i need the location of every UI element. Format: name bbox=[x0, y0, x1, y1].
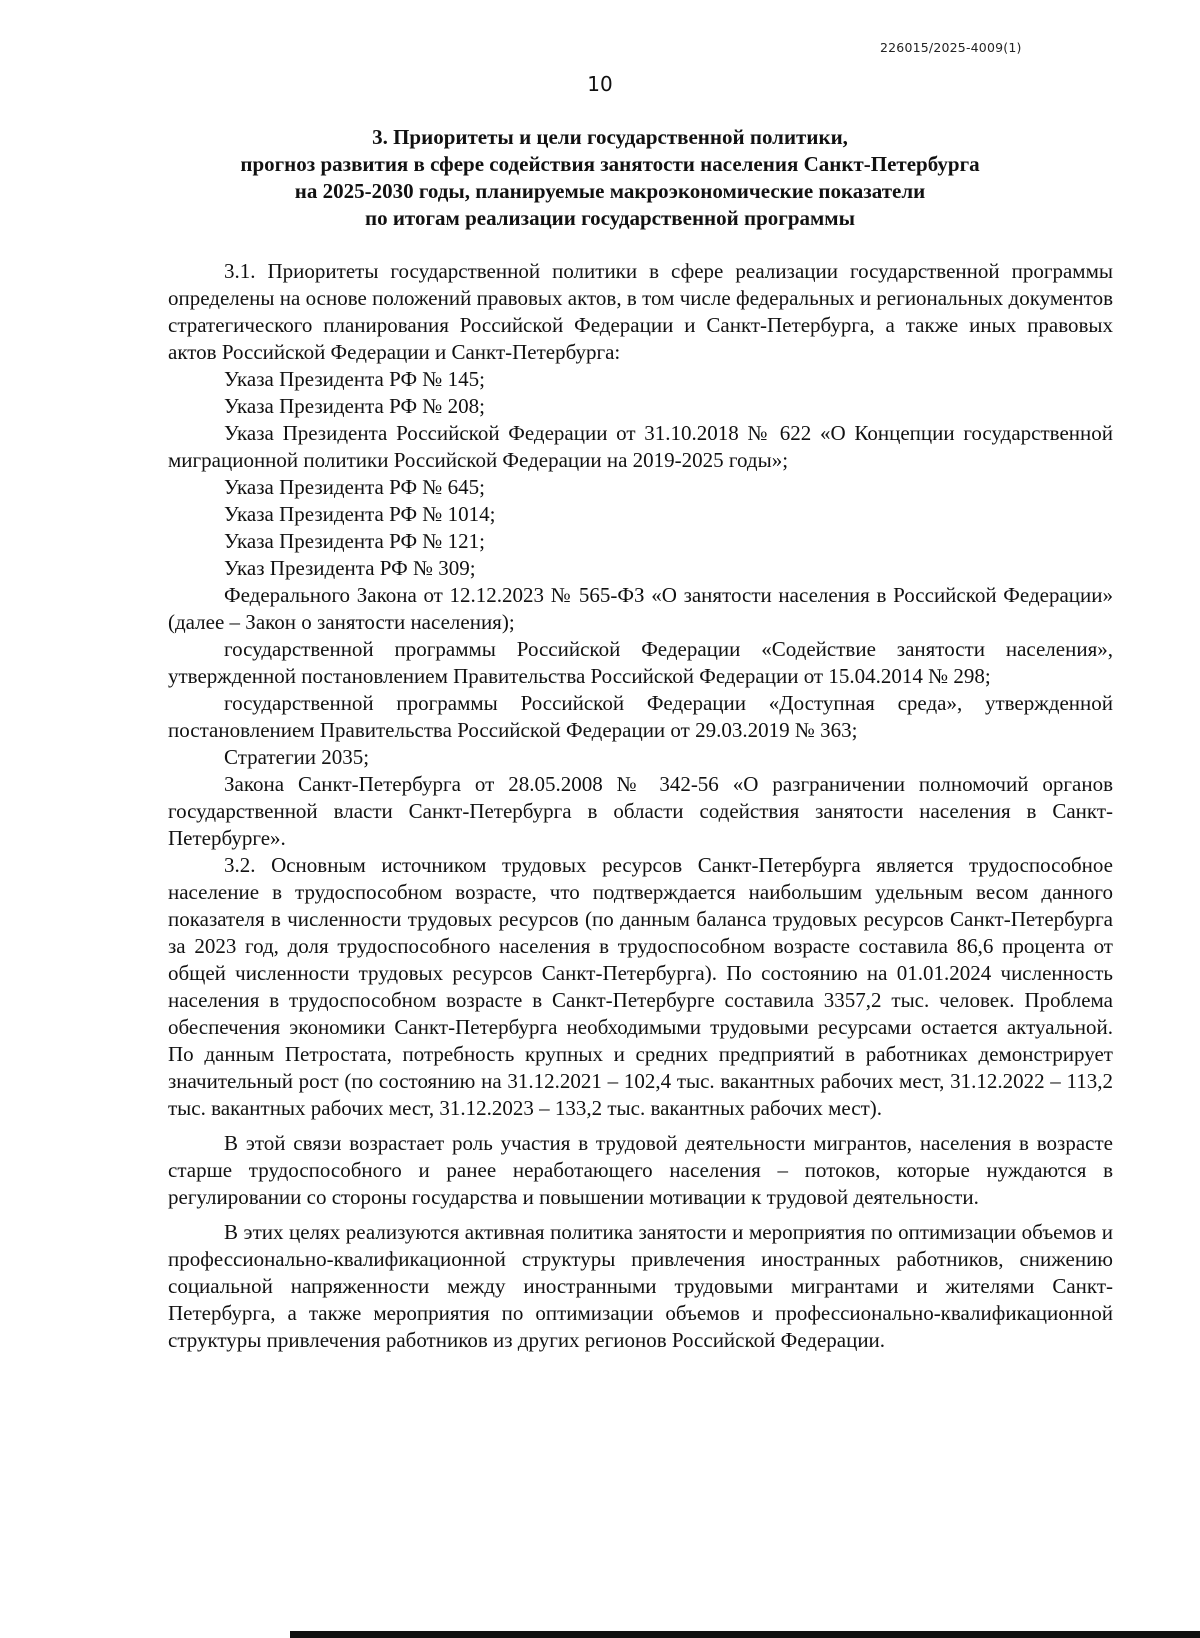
document-body bbox=[168, 258, 1113, 1354]
page-number: 10 bbox=[587, 72, 613, 96]
list-item-program-employment: государственной программы Российской Федерации «Содействие занятости населения», утвержденной постановлением Правительства Российской Федерации от 15.04.2014 № 298; bbox=[168, 637, 1113, 688]
section-heading bbox=[150, 124, 1070, 232]
list-item-strategy-2035: Стратегии 2035; bbox=[224, 745, 370, 769]
paragraph-3-2: 3.2. Основным источником трудовых ресурсов Санкт-Петербурга является трудоспособное население в трудоспособном возрасте, что подтверждается наибольшим удельным весом данного показателя в численности трудовых ресурсов (по данным баланса трудовых ресурсов Санкт-Петербурга за 2023 год, доля трудоспособного населения в трудоспособном возрасте составила 86,6 процента от общей численности трудовых ресурсов Санкт-Петербурга). По состоянию на 01.01.2024 численность населения в трудоспособном возрасте в Санкт-Петербурге составила 3357,2 тыс. человек. Проблема обеспечения экономики Санкт-Петербурга необходимыми трудовыми ресурсами остается актуальной. По данным Петростата, потребность крупных и средних предприятий в работниках демонстрирует значительный рост (по состоянию на 31.12.2021 – 102,4 тыс. вакантных рабочих мест, 31.12.2022 – 113,2 тыс. вакантных рабочих мест, 31.12.2023 – 133,2 тыс. вакантных рабочих мест). bbox=[168, 853, 1113, 1120]
document-registration-number: 226015/2025-4009(1) bbox=[880, 40, 1022, 55]
list-item-federal-law-565: Федерального Закона от 12.12.2023 № 565-ФЗ «О занятости населения в Российской Федерации» (далее – Закон о занятости населения); bbox=[168, 583, 1113, 634]
heading-line: 3. Приоритеты и цели государственной политики, bbox=[372, 125, 848, 149]
paragraph-employment-policy: В этих целях реализуются активная политика занятости и мероприятия по оптимизации объемов и профессионально-квалификационной структуры привлечения иностранных работников, снижению социальной напряженности между иностранными трудовыми мигрантами и жителями Санкт-Петербурга, а также мероприятия по оптимизации объемов и профессионально-квалификационной структуры привлечения работников из других регионов Российской Федерации. bbox=[168, 1220, 1113, 1352]
list-item-decree-1014: Указа Президента РФ № 1014; bbox=[224, 502, 496, 526]
list-item-decree-309: Указ Президента РФ № 309; bbox=[224, 556, 476, 580]
paragraph-3-1-intro: 3.1. Приоритеты государственной политики в сфере реализации государственной программы определены на основе положений правовых актов, в том числе федеральных и региональных документов стратегического планирования Российской Федерации и Санкт-Петербурга, а также иных правовых актов Российской Федерации и Санкт-Петербурга: bbox=[168, 259, 1113, 364]
heading-line: на 2025-2030 годы, планируемые макроэкономические показатели bbox=[294, 179, 926, 203]
list-item-decree-645: Указа Президента РФ № 645; bbox=[224, 475, 485, 499]
scan-bottom-edge bbox=[290, 1631, 1200, 1638]
list-item-decree-121: Указа Президента РФ № 121; bbox=[224, 529, 485, 553]
list-item-program-accessible-environment: государственной программы Российской Федерации «Доступная среда», утвержденной постановлением Правительства Российской Федерации от 29.03.2019 № 363; bbox=[168, 691, 1113, 742]
heading-line: по итогам реализации государственной программы bbox=[364, 206, 855, 230]
heading-line: прогноз развития в сфере содействия занятости населения Санкт-Петербурга bbox=[240, 152, 980, 176]
list-item-spb-law-342: Закона Санкт-Петербурга от 28.05.2008 № 342-56 «О разграничении полномочий органов государственной власти Санкт-Петербурга в области содействия занятости населения в Санкт-Петербурге». bbox=[168, 772, 1113, 850]
list-item-decree-208: Указа Президента РФ № 208; bbox=[224, 394, 485, 418]
list-item-decree-622: Указа Президента Российской Федерации от 31.10.2018 № 622 «О Концепции государственной миграционной политики Российской Федерации на 2019-2025 годы»; bbox=[168, 421, 1113, 472]
list-item-decree-145: Указа Президента РФ № 145; bbox=[224, 367, 485, 391]
paragraph-migrants-role: В этой связи возрастает роль участия в трудовой деятельности мигрантов, населения в возрасте старше трудоспособного и ранее неработающего населения – потоков, которые нуждаются в регулировании со стороны государства и повышении мотивации к трудовой деятельности. bbox=[168, 1131, 1113, 1209]
